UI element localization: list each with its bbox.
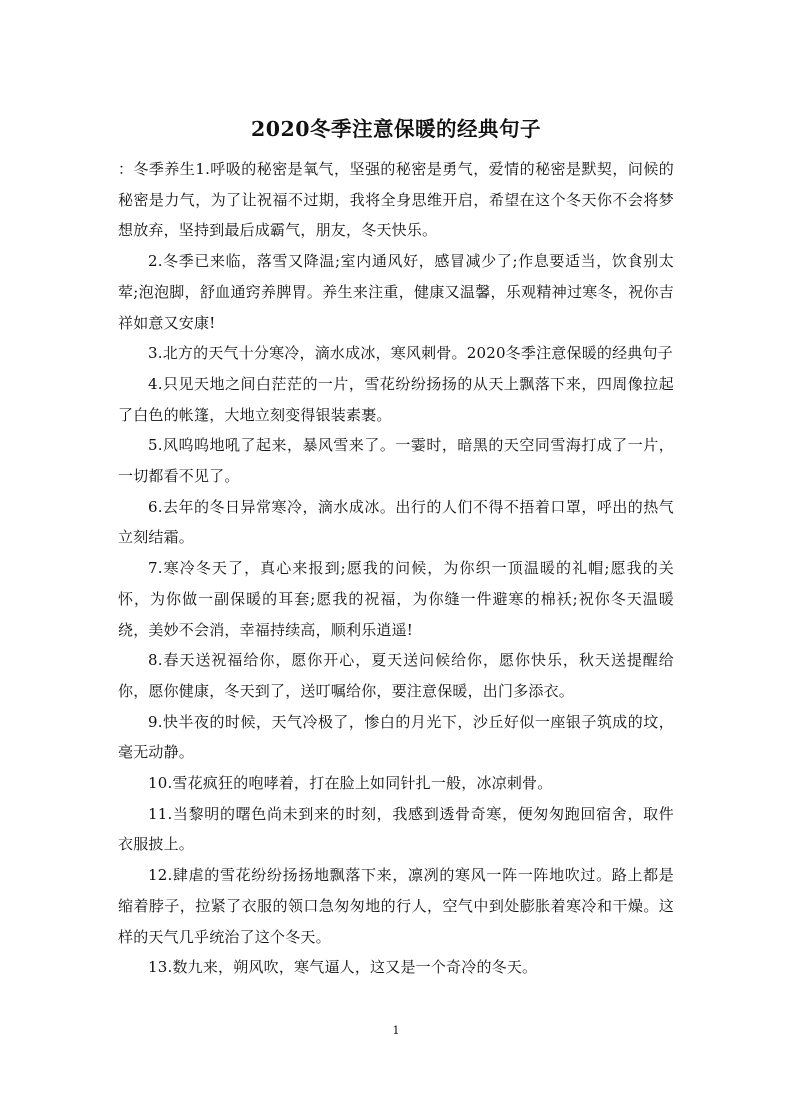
paragraph-13: 13.数九来，朔风吹，寒气逼人，这又是一个奇冷的冬天。 [148,958,538,977]
paragraph-8: 8.春天送祝福给你，愿你开心，夏天送问候给你，愿你快乐，秋天送提醒给你，愿你健康，冬天到了，送叮嘱给你，要注意保暖，出门多添衣。 [118,651,674,700]
paragraph-10: 10.雪花疯狂的咆哮着，打在脸上如同针扎一般，冰凉刺骨。 [148,774,553,793]
paragraph-11: 11.当黎明的曙色尚未到来的时刻，我感到透骨奇寒，便匆匆跑回宿舍，取件衣服披上。 [118,804,674,854]
document-page [118,112,674,983]
paragraph-6: 6.去年的冬日异常寒冷，滴水成冰。出行的人们不得不捂着口罩，呼出的热气立刻结霜。 [118,497,674,547]
page-number: 1 [392,1024,400,1037]
paragraph-9: 9.快半夜的时候，天气冷极了，惨白的月光下，沙丘好似一座银子筑成的坟，毫无动静。 [118,712,674,762]
paragraph-2: 2.冬季已来临，落雪又降温;室内通风好，感冒减少了;作息要适当，饮食别太荤;泡泡脚，舒血通窍养脾胃。养生来注重，健康又温馨，乐观精神过寒冬，祝你吉祥如意又安康! [118,252,674,332]
paragraph-4: 4.只见天地之间白茫茫的一片，雪花纷纷扬扬的从天上飘落下来，四周像拉起了白色的帐篷，大地立刻变得银装素裹。 [118,374,674,424]
paragraph-1: ：冬季养生1.呼吸的秘密是氧气，坚强的秘密是勇气，爱情的秘密是默契，问候的秘密是力气，为了让祝福不过期，我将全身思维开启，希望在这个冬天你不会将梦想放弃，坚持到最后成霸气，朋友，冬天快乐。 [118,160,674,240]
paragraph-5: 5.风呜呜地吼了起来，暴风雪来了。一霎时，暗黑的天空同雪海打成了一片，一切都看不见了。 [118,436,674,486]
paragraph-3: 3.北方的天气十分寒冷，滴水成冰，寒风刺骨。2020冬季注意保暖的经典句子 [148,344,673,363]
paragraph-7: 7.寒冷冬天了，真心来报到;愿我的问候，为你织一顶温暖的礼帽;愿我的关怀，为你做一副保暖的耳套;愿我的祝福，为你缝一件避寒的棉袄;祝你冬天温暖绕，美妙不会消，幸福持续高，顺利乐逍遥! [118,559,674,639]
document-title: 2020冬季注意保暖的经典句子 [250,117,542,141]
paragraph-12: 12.肆虐的雪花纷纷扬扬地飘落下来，凛冽的寒风一阵一阵地吹过。路上都是缩着脖子，拉紧了衣服的领口急匆匆地的行人，空气中到处膨胀着寒冷和干燥。这样的天气几乎统治了这个冬天。 [118,866,674,946]
